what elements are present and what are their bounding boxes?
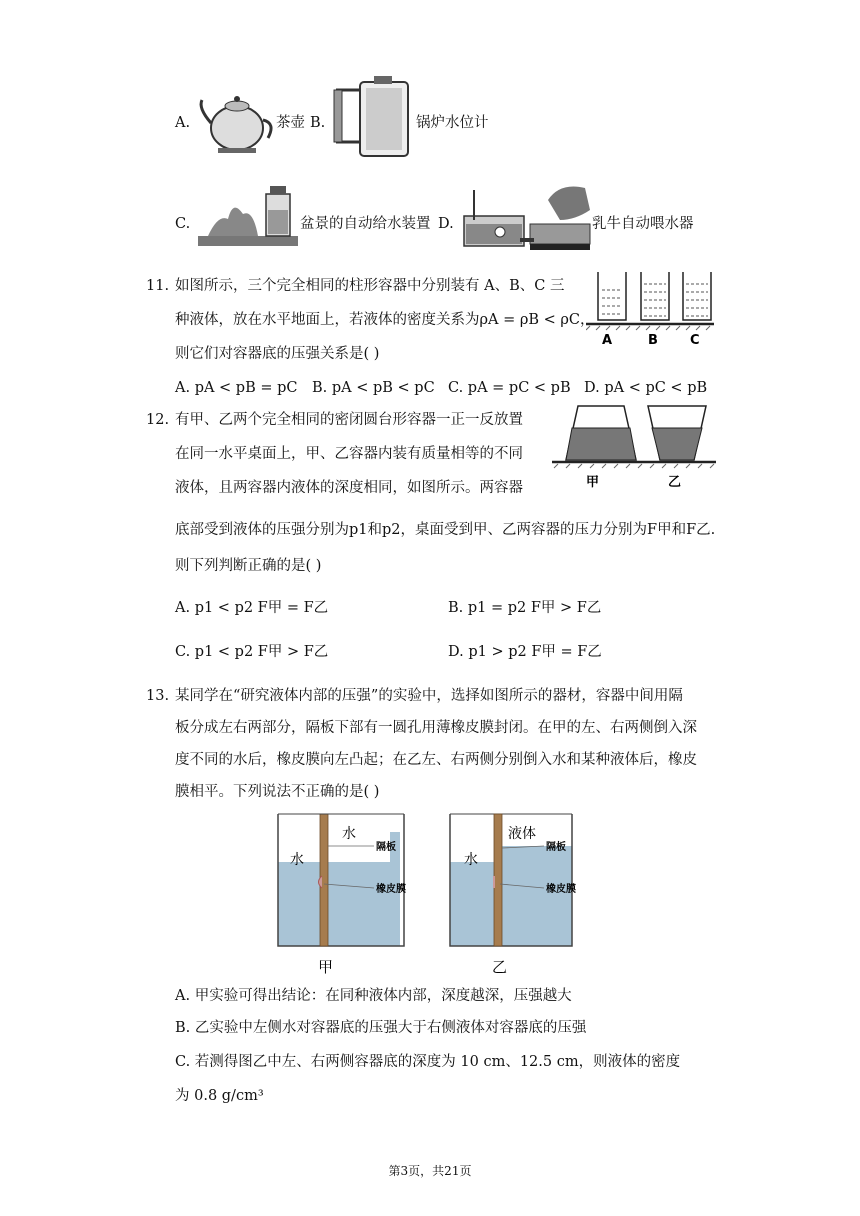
q11-three-containers-figure: [586, 266, 714, 346]
q11-label-c: C: [690, 333, 700, 346]
teapot-image: [196, 78, 278, 158]
q11-number: 11.: [146, 278, 170, 294]
q13-jia-membrane-label: 橡皮膜: [376, 884, 406, 895]
page-footer: 第3页，共21页: [388, 1164, 472, 1178]
q10-option-c-letter: C.: [175, 216, 191, 232]
q13-number: 13.: [146, 688, 170, 704]
q13-option-c-line1: C. 若测得图乙中左、右两侧容器底的深度为 10 cm、12.5 cm，则液体的密度: [175, 1054, 681, 1070]
q13-yi-left-water-label: 水: [464, 852, 478, 868]
q13-partition-experiment-figure: [270, 812, 600, 978]
q12-line2: 在同一水平桌面上，甲、乙容器内装有质量相等的不同: [175, 446, 523, 462]
q12-line4: 底部受到液体的压强分别为p1和p2，桌面受到甲、乙两容器的压力分别为F甲和F乙.: [175, 522, 716, 538]
q11-option-a: A. pA < pB = pC: [175, 380, 298, 396]
q12-label-jia: 甲: [586, 475, 600, 490]
q13-yi-right-liquid-label: 液体: [508, 826, 536, 842]
q13-jia-caption: 甲: [318, 958, 334, 976]
q11-option-c: C. pA = pC < pB: [448, 380, 571, 396]
q13-option-c-line2: 为 0.8 g/cm³: [175, 1088, 264, 1104]
q10-option-b-caption: 锅炉水位计: [416, 115, 489, 131]
q13-line2: 板分成左右两部分，隔板下部有一圆孔用薄橡皮膜封闭。在甲的左、右两侧倒入深: [175, 720, 697, 736]
q12-frustum-containers-figure: [548, 400, 718, 492]
q12-label-yi: 乙: [668, 475, 682, 490]
q12-option-c: C. p1 < p2 F甲 > F乙: [175, 644, 329, 660]
q13-line3: 度不同的水后，橡皮膜向左凸起；在乙左、右两侧分别倒入水和某种液体后，橡皮: [175, 752, 697, 768]
q10-option-b-letter: B.: [310, 115, 326, 131]
q12-number: 12.: [146, 412, 170, 428]
q11-option-b: B. pA < pB < pC: [312, 380, 435, 396]
q13-yi-partition-label: 隔板: [546, 842, 566, 853]
q10-option-a-letter: A.: [175, 115, 191, 131]
q11-option-d: D. pA < pC < pB: [584, 380, 708, 396]
q10-option-c-caption: 盆景的自动给水装置: [300, 216, 431, 232]
q12-line5: 则下列判断正确的是( ): [175, 558, 322, 574]
q12-line3: 液体，且两容器内液体的深度相同，如图所示。两容器: [175, 480, 523, 496]
q10-option-d-letter: D.: [438, 216, 454, 232]
plant-watering-image: [198, 184, 298, 254]
q11-line2: 种液体，放在水平地面上，若液体的密度关系为ρA = ρB < ρC，: [175, 312, 595, 328]
q13-option-b: B. 乙实验中左侧水对容器底的压强大于右侧液体对容器底的压强: [175, 1020, 587, 1036]
q11-label-a: A: [602, 333, 613, 346]
q11-line1: 如图所示，三个完全相同的柱形容器中分别装有 A、B、C 三: [175, 278, 565, 294]
q12-option-a: A. p1 < p2 F甲 = F乙: [175, 600, 329, 616]
boiler-gauge-image: [330, 72, 416, 160]
q13-line1: 某同学在“研究液体内部的压强”的实验中，选择如图所示的器材，容器中间用隔: [175, 688, 683, 704]
q13-jia-partition-label: 隔板: [376, 842, 396, 853]
q13-yi-membrane-label: 橡皮膜: [546, 884, 576, 895]
q12-line1: 有甲、乙两个完全相同的密闭圆台形容器一正一反放置: [175, 412, 523, 428]
q13-line4: 膜相平。下列说法不正确的是( ): [175, 784, 380, 800]
q12-option-d: D. p1 > p2 F甲 = F乙: [448, 644, 602, 660]
q13-jia-left-water-label: 水: [290, 852, 304, 868]
q10-option-a-caption: 茶壶: [276, 115, 305, 131]
q10-option-d-caption: 乳牛自动喂水器: [592, 216, 694, 232]
q13-yi-caption: 乙: [492, 958, 508, 976]
q11-label-b: B: [648, 333, 658, 346]
q13-jia-right-water-label: 水: [342, 826, 356, 842]
cow-feeder-image: [460, 180, 594, 256]
q12-option-b: B. p1 = p2 F甲 > F乙: [448, 600, 602, 616]
q11-line3: 则它们对容器底的压强关系是( ): [175, 346, 380, 362]
q13-option-a: A. 甲实验可得出结论：在同种液体内部，深度越深，压强越大: [175, 988, 572, 1004]
